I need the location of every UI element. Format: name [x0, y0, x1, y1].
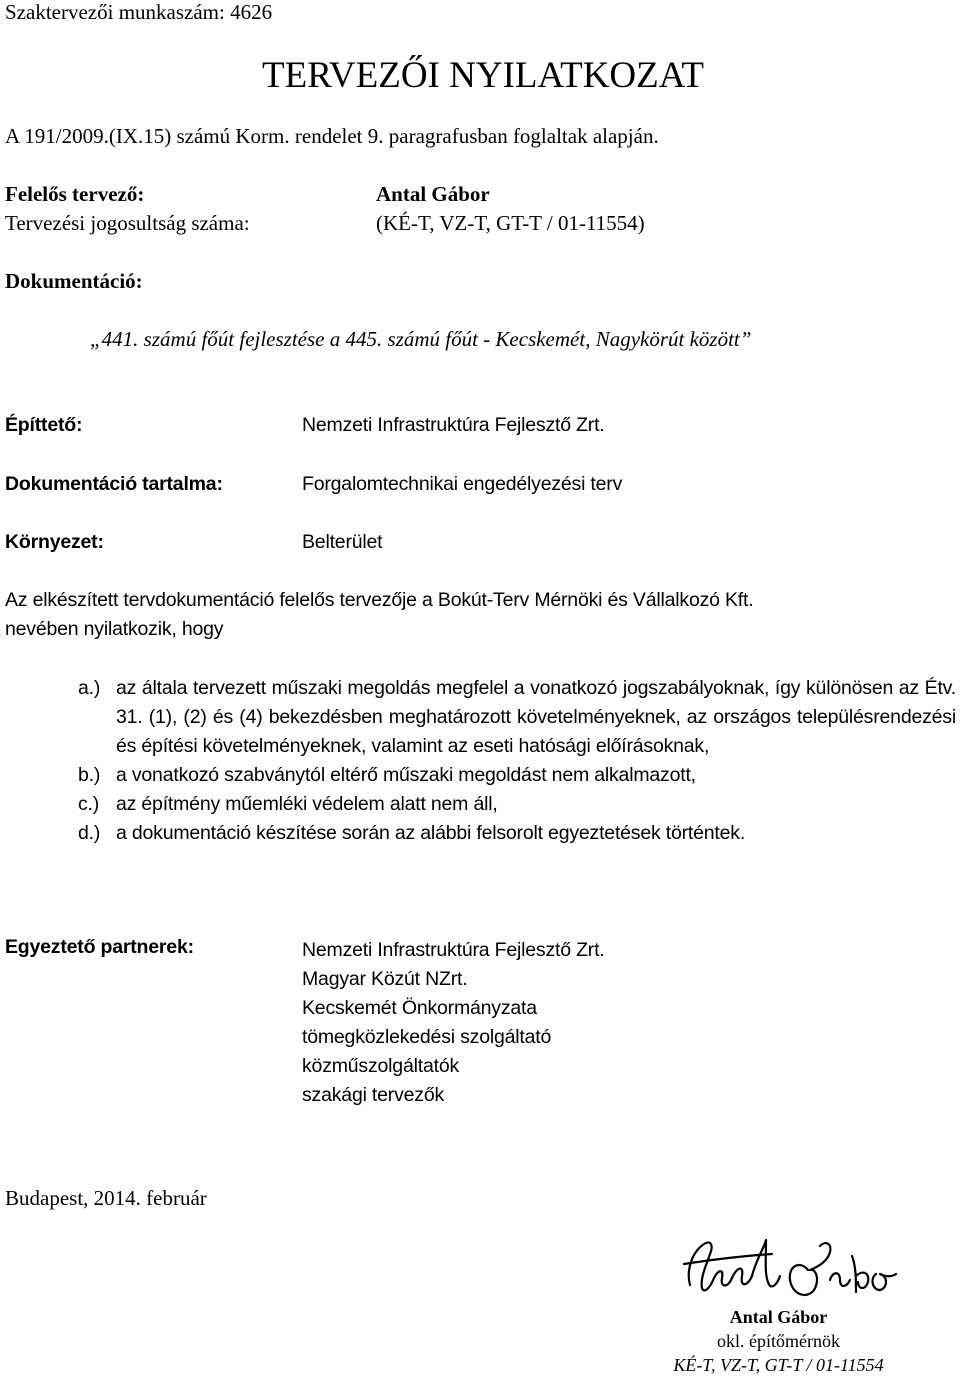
- declaration-a: [78, 674, 956, 761]
- license-label: Tervezési jogosultság száma:: [5, 211, 250, 235]
- field-label-content: Dokumentáció tartalma:: [5, 473, 223, 495]
- field-value-content: Forgalomtechnikai engedélyezési terv: [302, 473, 623, 495]
- declaration-b: [78, 761, 956, 790]
- partner-item: Magyar Közút NZrt.: [302, 968, 468, 990]
- declarations-list: [78, 674, 956, 848]
- declaration-label: b.): [78, 764, 101, 786]
- declaration-label: d.): [78, 822, 101, 844]
- designer-name: Antal Gábor: [376, 182, 490, 206]
- declaration-label: c.): [78, 793, 100, 815]
- declaration-text: az építmény műemléki védelem alatt nem áll,: [116, 793, 498, 815]
- partners-list: [302, 936, 605, 1110]
- legal-basis: A 191/2009.(IX.15) számú Korm. rendelet 9. paragrafusban foglaltak alapján.: [5, 124, 659, 148]
- declaration-label: a.): [78, 677, 101, 699]
- documentation-label: Dokumentáció:: [5, 269, 143, 293]
- field-value-builder: Nemzeti Infrastruktúra Fejlesztő Zrt.: [302, 414, 605, 436]
- place-date: Budapest, 2014. február: [5, 1186, 207, 1210]
- declaration-d: [78, 819, 956, 848]
- handwritten-signature: [680, 1230, 910, 1310]
- statement-line-1: Az elkészített tervdokumentáció felelős tervezője a Bokút-Terv Mérnöki és Vállalkozó Kft.: [5, 589, 754, 611]
- partner-item: Kecskemét Önkormányzata: [302, 997, 537, 1019]
- signatory-name: Antal Gábor: [729, 1307, 828, 1327]
- signatory-license: KÉ-T, VZ-T, GT-T / 01-11554: [673, 1355, 884, 1375]
- field-label-builder: Építtető:: [5, 414, 83, 436]
- designer-label: Felelős tervező:: [5, 182, 145, 206]
- documentation-title: „441. számú főút fejlesztése a 445. számú főút - Kecskemét, Nagykörút között”: [90, 327, 752, 351]
- field-label-environment: Környezet:: [5, 531, 104, 553]
- declaration-text: az általa tervezett műszaki megoldás megfelel a vonatkozó jogszabályoknak, így különösen az Étv. 31. (1), (2) és (4) bekezdésben meghatározott követelményeknek, az országos településrendezési és építési követelményeknek, valamint az eseti hatósági előírásoknak,: [116, 677, 956, 757]
- license-value: (KÉ-T, VZ-T, GT-T / 01-11554): [376, 211, 645, 235]
- signatory-title: okl. építőmérnök: [717, 1331, 840, 1351]
- declaration-text: a dokumentáció készítése során az alábbi felsorolt egyeztetések történtek.: [116, 822, 746, 844]
- partner-item: Nemzeti Infrastruktúra Fejlesztő Zrt.: [302, 939, 605, 961]
- partner-item: közműszolgáltatók: [302, 1055, 460, 1077]
- signature-block: [651, 1305, 906, 1377]
- declaration-text: a vonatkozó szabványtól eltérő műszaki megoldást nem alkalmazott,: [116, 764, 696, 786]
- work-number: Szaktervezői munkaszám: 4626: [5, 0, 273, 24]
- field-value-environment: Belterület: [302, 531, 383, 553]
- partner-item: szakági tervezők: [302, 1084, 445, 1106]
- partners-label: Egyeztető partnerek:: [5, 936, 194, 958]
- page-title: TERVEZŐI NYILATKOZAT: [262, 55, 704, 96]
- partner-item: tömegközlekedési szolgáltató: [302, 1026, 552, 1048]
- statement-line-2: nevében nyilatkozik, hogy: [5, 618, 224, 640]
- declaration-c: [78, 790, 956, 819]
